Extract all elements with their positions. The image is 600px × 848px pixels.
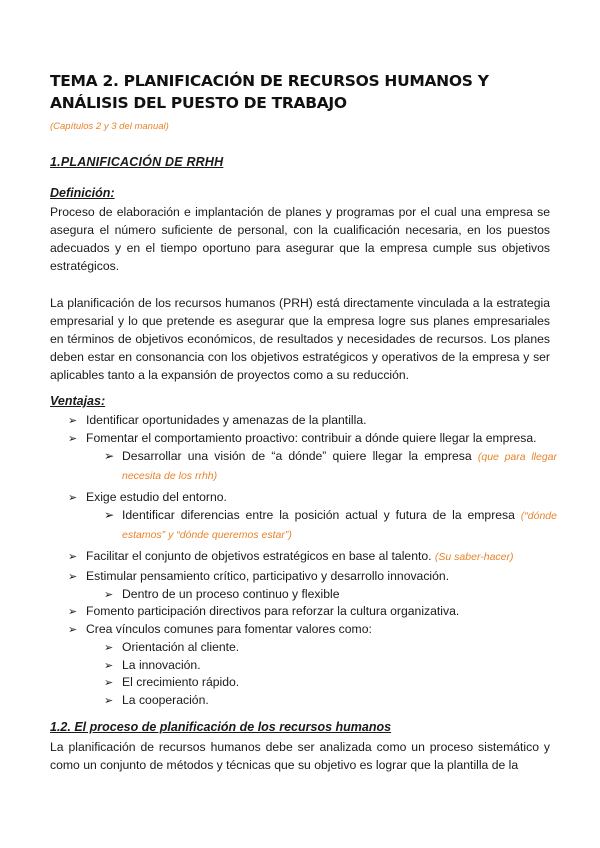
list-item: ➢ Crea vínculos comunes para fomentar valores como:: [68, 620, 372, 639]
arrow-bullet-icon: ➢: [104, 589, 114, 601]
list-item: ➢ La cooperación.: [104, 691, 209, 710]
arrow-bullet-icon: ➢: [68, 571, 78, 583]
arrow-bullet-icon: ➢: [68, 624, 78, 636]
document-title: TEMA 2. PLANIFICACIÓN DE RECURSOS HUMANOS Y ANÁLISIS DEL PUESTO DE TRABAJO: [50, 72, 489, 112]
arrow-bullet-icon: ➢: [104, 660, 114, 672]
list-item: ➢ Exige estudio del entorno.: [68, 488, 227, 507]
arrow-bullet-icon: ➢: [68, 551, 78, 563]
list-item: ➢ Facilitar el conjunto de objetivos estratégicos en base al talento. (Su saber-hacer): [68, 547, 514, 566]
list-item: ➢ La innovación.: [104, 656, 201, 675]
arrow-bullet-icon: ➢: [68, 492, 78, 504]
subsection-paragraph: La planificación de recursos humanos debe ser analizada como un proceso sistemático y como un conjunto de métodos y técnicas que su objetivo es lograr que la plantilla de la: [50, 740, 550, 772]
list-item: ➢ Dentro de un proceso continuo y flexible: [104, 585, 339, 604]
list-item: ➢ Identificar oportunidades y amenazas de la plantilla.: [68, 411, 367, 430]
definition-paragraph: Proceso de elaboración e implantación de planes y programas por el cual una empresa se asegura el número suficiente de personal, con la cualificación necesaria, en los puestos adecuados y en el tiempo oportuno para asegurar que la empresa cumple sus objetivos estratégicos.: [50, 205, 550, 273]
definition-heading: Definición:: [50, 186, 115, 200]
strategy-paragraph: La planificación de los recursos humanos (PRH) está directamente vinculada a la estrategia empresarial y lo que pretende es asegurar que la empresa logre sus planes empresariales en términos de objetivos económicos, de resultados y necesidades de recursos. Los planes deben estar en consonancia con los objetivos estratégicos y operativos de la empresa y ser aplicables tanto a la expansión de proyectos como a su reducción.: [50, 296, 550, 382]
arrow-bullet-icon: ➢: [68, 433, 78, 445]
list-item: ➢ Estimular pensamiento crítico, participativo y desarrollo innovación.: [68, 567, 449, 586]
list-item: Identificar diferencias entre la posición actual y futura de la empresa (“dónde estamos” y “dónde queremos estar”): [122, 508, 557, 541]
list-item: ➢ Orientación al cliente.: [104, 638, 239, 657]
arrow-bullet-icon: ➢: [104, 695, 114, 707]
arrow-bullet-icon: ➢: [104, 642, 114, 654]
arrow-bullet-icon: ➢: [104, 449, 115, 463]
list-item: ➢ Fomento participación directivos para reforzar la cultura organizativa.: [68, 602, 459, 621]
arrow-bullet-icon: ➢: [68, 415, 78, 427]
advantages-heading: Ventajas:: [50, 394, 106, 408]
chapter-note: (Capítulos 2 y 3 del manual): [50, 121, 169, 132]
section-heading: 1.PLANIFICACIÓN DE RRHH: [50, 155, 224, 169]
subsection-heading: 1.2. El proceso de planificación de los recursos humanos: [50, 720, 392, 734]
arrow-bullet-icon: ➢: [68, 606, 78, 618]
annotation-note: (“dónde estamos” y “dónde queremos estar”): [122, 510, 557, 541]
list-item: ➢ Fomentar el comportamiento proactivo: contribuir a dónde quiere llegar la empresa.: [68, 429, 537, 448]
list-item: ➢ El crecimiento rápido.: [104, 673, 239, 692]
annotation-note: (Su saber-hacer): [434, 551, 514, 563]
annotation-note: (que para llegar necesita de los rrhh): [122, 451, 557, 482]
list-item: Desarrollar una visión de “a dónde” quiere llegar la empresa (que para llegar necesita de los rrhh): [122, 449, 557, 482]
arrow-bullet-icon: ➢: [104, 677, 114, 689]
arrow-bullet-icon: ➢: [104, 508, 115, 522]
